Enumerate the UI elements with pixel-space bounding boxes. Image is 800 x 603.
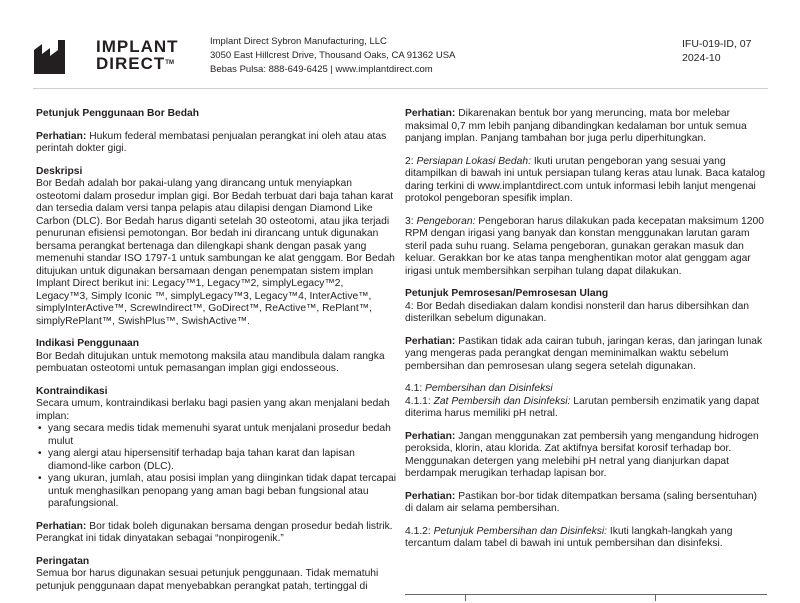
left-column <box>36 108 398 603</box>
description-heading: Deskripsi <box>36 165 83 177</box>
step-number: 3: <box>405 215 417 227</box>
section-number: 4.1: <box>405 383 426 394</box>
caution-text: Jangan menggunakan zat pembersih yang mengandung hidrogen peroksida, klorin, atau klorida. Zat aktifnya bersifat korosif terhadap bor. Menggunakan detergen yang melebihi pH netral yang dianjurkan dapat berdampak merugikan terhadap lapisan bor. <box>405 430 759 479</box>
section-4-1-2 <box>405 526 767 551</box>
document-id <box>682 37 751 65</box>
section-text: Ikuti langkah-langkah yang tercantum dalam tabel di bawah ini untuk pembersihan dan disinfeksi. <box>405 525 733 549</box>
section-title: Petunjuk Pembersihan dan Disinfeksi: <box>433 525 608 537</box>
trademark-mark: TM <box>165 60 174 66</box>
company-name: Implant Direct Sybron Manufacturing, LLC <box>210 36 387 47</box>
table-divider <box>655 595 656 601</box>
section-4-1-1 <box>405 396 767 421</box>
contraindications-intro: Secara umum, kontraindikasi berlaku bagi pasien yang akan menjalani bedah implan: <box>36 398 390 422</box>
caution-electrosurgery <box>36 521 398 546</box>
doc-id-number: IFU-019-ID, 07 <box>682 38 752 50</box>
company-address: 3050 East Hillcrest Drive, Thousand Oaks, CA 91362 USA <box>210 50 456 61</box>
list-item: • yang secara medis tidak memenuhi syarat untuk menjalani prosedur bedah mulut <box>48 423 398 448</box>
caution-federal-law <box>36 131 398 156</box>
caution-label: Perhatian: <box>405 335 456 347</box>
step-number: 2: <box>405 155 417 167</box>
caution-text: Dikarenakan bentuk bor yang meruncing, mata bor melebar maksimal 0,7 mm lebih panjang dibandingkan kedalaman bor untuk semua panjang implan. Panjang tambahan bor juga perlu diperhitungkan. <box>405 108 747 144</box>
indications-heading: Indikasi Penggunaan <box>36 338 139 349</box>
section-4-1-title <box>405 383 767 396</box>
contraindications-list <box>36 423 398 511</box>
section-title: Zat Pembersih dan Disinfeksi: <box>433 395 571 407</box>
step-2-site-prep <box>405 156 767 206</box>
indications-text: Bor Bedah ditujukan untuk memotong maksila atau mandibula dalam rangka pembuatan osteotomi untuk pemasangan implan gigi endosseous. <box>36 350 385 374</box>
table-divider <box>465 595 466 601</box>
step-title: Pengeboran: <box>416 215 476 227</box>
brand-line-2: DIRECT <box>96 54 166 73</box>
caution-label: Perhatian: <box>405 430 456 442</box>
caution-taper <box>405 108 767 146</box>
implant-direct-logo <box>34 38 194 74</box>
caution-label: Perhatian: <box>36 130 87 142</box>
step-title: Persiapan Lokasi Bedah: <box>416 155 531 167</box>
doc-date: 2024-10 <box>682 52 721 64</box>
caution-body-fluids <box>405 336 767 374</box>
brand-wordmark <box>96 38 179 72</box>
warnings-text: Semua bor harus digunakan sesuai petunjuk penggunaan. Tidak mematuhi petunjuk penggunaan dapat menyebabkan perangkat patah, tertinggal di <box>36 568 379 592</box>
warnings-heading: Peringatan <box>36 555 90 567</box>
section-number: 4.1.1: <box>405 395 434 407</box>
right-column <box>405 108 767 561</box>
caution-text: Hukum federal membatasi penjualan perangkat ini oleh atau atas perintah dokter gigi. <box>36 130 387 154</box>
list-item: • yang ukuran, jumlah, atau posisi implan yang diinginkan tidak dapat tercapai untuk menghasilkan penopang yang aman bagi beban fungsional atau parafungsional. <box>48 473 398 511</box>
header-divider <box>33 88 768 89</box>
section-number: 4.1.2: <box>405 525 434 537</box>
caution-label: Perhatian: <box>405 490 456 502</box>
description-text: Bor Bedah adalah bor pakai-ulang yang dirancang untuk menyiapkan osteotomi dalam prosedur implan gigi. Bor Bedah terbuat dari baja tahan karat dan tersedia dalam versi tanpa pelapis atau dilapisi dengan Diamond Like Carbon (DLC). Bor Bedah harus diganti setelah 30 osteotomi, atau jika terjadi penurunan efisiensi pemotongan. Bor bedah ini dirancang untuk digunakan bersama perangkat bertenaga dan dilengkapi shank dengan pasak yang memenuhi standar ISO 1797-1 untuk sambungan ke alat genggam. Bor Bedah ditujukan untuk digunakan bersamaan dengan penempatan sistem implan Implant Direct berikut ini: Legacy™1, Legacy™2, simplyLegacy™2, Legacy™3, Simply Iconic ™, simplyLegacy™3, Legacy™4, InterActive™, simplyInterActive™, ScrewIndirect™, GoDirect™, ReActive™, RePlant™, simplyRePlant™, SwishPlus™, SwishActive™. <box>36 178 395 327</box>
company-info <box>210 35 455 77</box>
step-3-drilling <box>405 216 767 279</box>
company-contact: Bebas Pulsa: 888-649-6425 | www.implantdirect.com <box>210 64 433 75</box>
section-text: Larutan pembersih enzimatik yang dapat diterima harus memiliki pH netral. <box>405 395 760 419</box>
caution-label: Perhatian: <box>36 520 87 532</box>
caution-text: Pastikan tidak ada cairan tubuh, jaringan keras, dan jaringan lunak yang mengeras pada perangkat dengan meminimalkan waktu sebelum pembersihan dan pemrosesan ulang segera setelah digunakan. <box>405 335 763 372</box>
caution-label: Perhatian: <box>405 108 456 119</box>
document-title: Petunjuk Penggunaan Bor Bedah <box>36 108 200 119</box>
section-title: Pembersihan dan Disinfeksi <box>425 383 553 394</box>
contraindications-heading: Kontraindikasi <box>36 385 108 397</box>
brand-line-1: IMPLANT <box>96 37 179 56</box>
caution-text: Pastikan bor-bor tidak ditempatkan bersama (saling bersentuhan) di dalam air selama pembersihan. <box>405 490 757 514</box>
caution-drill-contact <box>405 491 767 516</box>
list-item: • yang alergi atau hipersensitif terhadap baja tahan karat dan lapisan diamond-like carbon (DLC). <box>48 448 398 473</box>
reprocessing-text: 4: Bor Bedah disediakan dalam kondisi nonsteril dan harus dibersihkan dan disterilkan sebelum digunakan. <box>405 300 750 324</box>
step-text: Ikuti urutan pengeboran yang sesuai yang ditampilkan di bawah ini untuk persiapan tulang keras atau lunak. Baca katalog daring terkini di www.implantdirect.com untuk informasi lebih lanjut mengenai protokol pengeboran spesifik implan. <box>405 155 766 204</box>
reprocessing-heading: Petunjuk Pemrosesan/Pemrosesan Ulang <box>405 288 609 299</box>
caution-text: Bor tidak boleh digunakan bersama dengan prosedur bedah listrik. Perangkat ini tidak dinyatakan sebagai “nonpirogenik.” <box>36 520 393 544</box>
caution-cleaning-agents <box>405 431 767 481</box>
manufacturer-icon <box>34 38 68 74</box>
step-text: Pengeboran harus dilakukan pada kecepatan maksimum 1200 RPM dengan irigasi yang banyak dan konstan menggunakan larutan garam steril pada suhu ruang. Selama pengeboran, gunakan gerakan masuk dan keluar. Gerakkan bor ke atas tanpa menghentikan motor alat genggam agar irigasi untuk membersihkan serpihan tulang dapat dilakukan. <box>405 215 764 277</box>
document-header <box>0 0 800 90</box>
